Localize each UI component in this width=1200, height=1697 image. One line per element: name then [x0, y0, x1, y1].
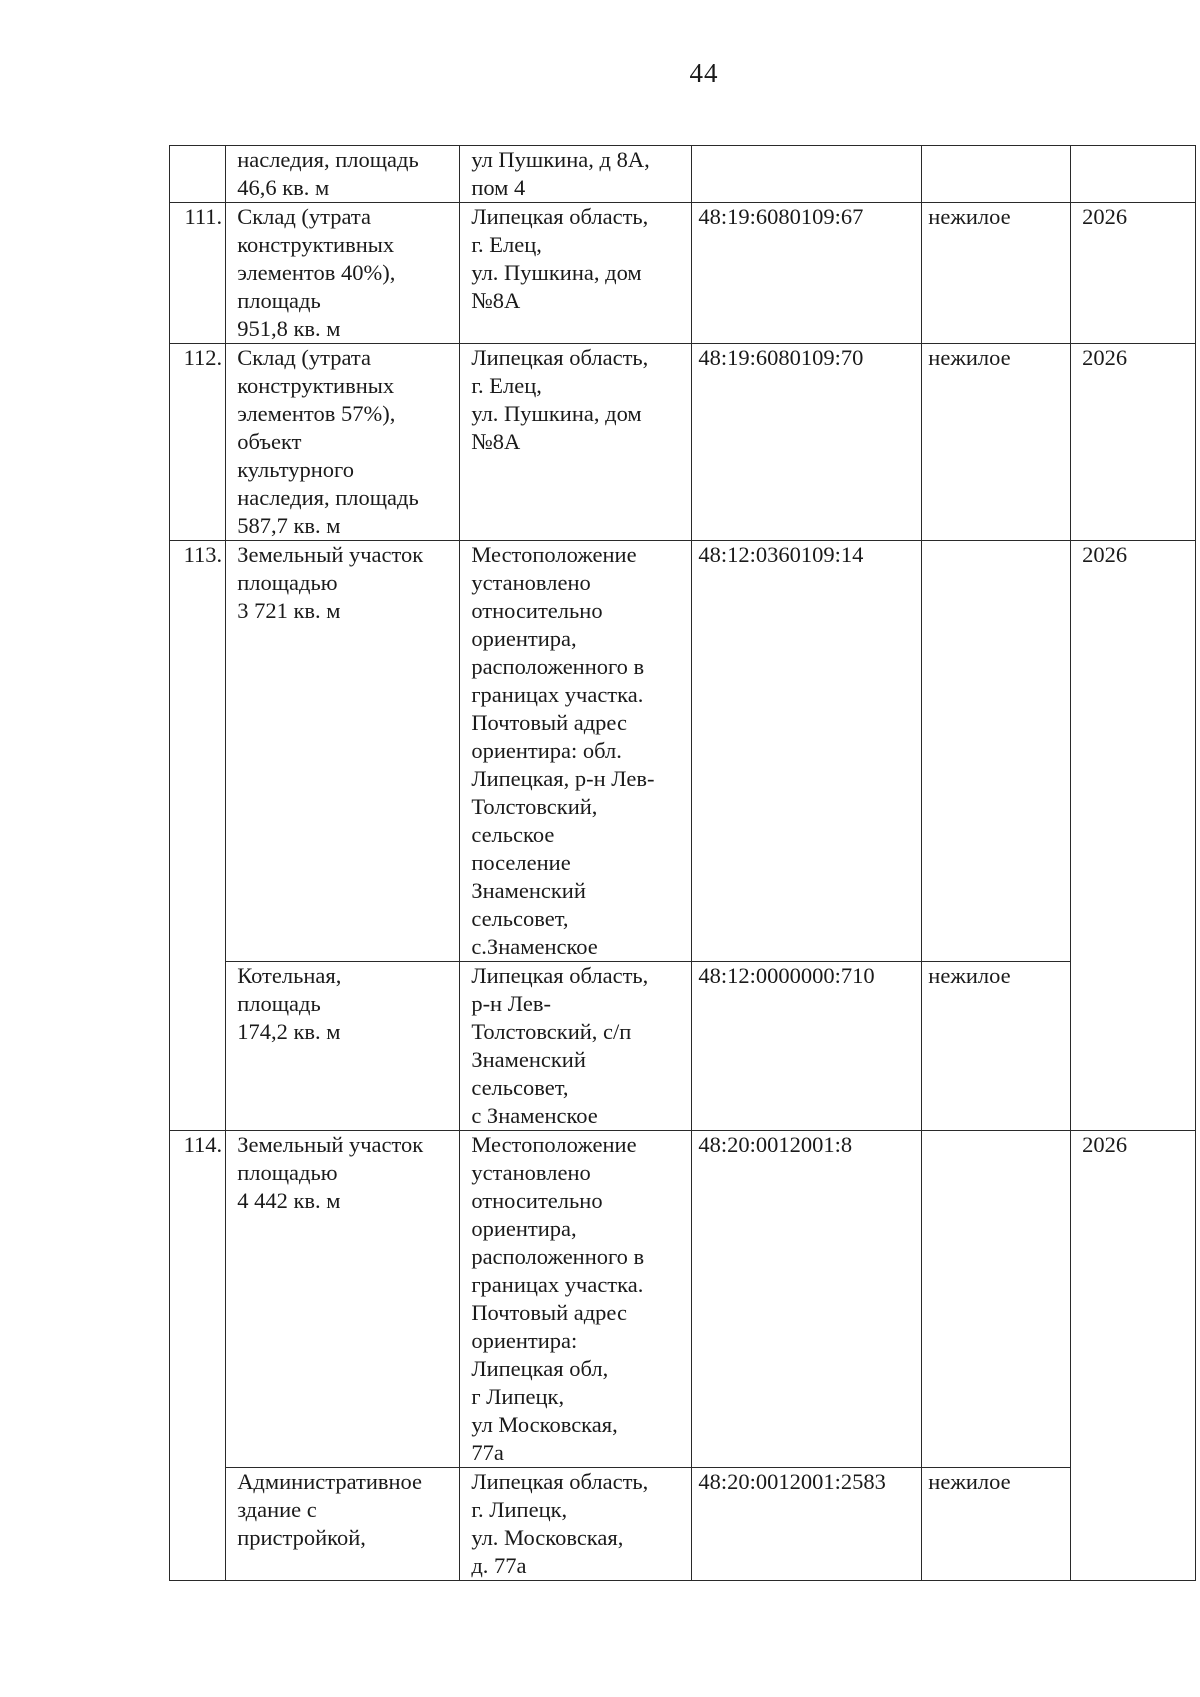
cadastral-number: 48:12:0000000:710: [692, 962, 922, 1131]
object-type: [922, 146, 1071, 203]
cadastral-number: [692, 146, 922, 203]
object-address: Липецкая область, г. Липецк, ул. Московская, д. 77а: [460, 1468, 692, 1581]
row-number: 114.: [170, 1131, 226, 1581]
row-number: 111.: [170, 203, 226, 344]
object-name: Земельный участок площадью 4 442 кв. м: [226, 1131, 460, 1468]
object-name: Административное здание с пристройкой,: [226, 1468, 460, 1581]
table-row: [170, 1131, 1196, 1468]
object-name: Земельный участок площадью 3 721 кв. м: [226, 541, 460, 962]
cadastral-number: 48:20:0012001:8: [692, 1131, 922, 1468]
cadastral-number: 48:19:6080109:67: [692, 203, 922, 344]
table-row: [170, 344, 1196, 541]
object-address: Липецкая область, р-н Лев- Толстовский, с/п Знаменский сельсовет, с Знаменское: [460, 962, 692, 1131]
privatization-year: 2026: [1071, 541, 1196, 1131]
table-row: [170, 541, 1196, 962]
object-name: Склад (утрата конструктивных элементов 57%), объект культурного наследия, площадь 587,7 кв. м: [226, 344, 460, 541]
object-address: ул Пушкина, д 8А, пом 4: [460, 146, 692, 203]
row-number: [170, 146, 226, 203]
object-type: нежилое: [922, 962, 1071, 1131]
object-name: Склад (утрата конструктивных элементов 40%), площадь 951,8 кв. м: [226, 203, 460, 344]
table-row: [170, 146, 1196, 203]
object-type: [922, 1131, 1071, 1468]
privatization-year: 2026: [1071, 1131, 1196, 1581]
cadastral-number: 48:12:0360109:14: [692, 541, 922, 962]
row-number: 113.: [170, 541, 226, 1131]
privatization-year: 2026: [1071, 203, 1196, 344]
object-type: нежилое: [922, 203, 1071, 344]
object-name: наследия, площадь 46,6 кв. м: [226, 146, 460, 203]
table-row: [170, 1468, 1196, 1581]
privatization-year: 2026: [1071, 344, 1196, 541]
object-type: нежилое: [922, 1468, 1071, 1581]
table-row: [170, 962, 1196, 1131]
object-address: Липецкая область, г. Елец, ул. Пушкина, дом №8А: [460, 344, 692, 541]
object-type: [922, 541, 1071, 962]
privatization-year: [1071, 146, 1196, 203]
object-address: Местоположение установлено относительно ориентира, расположенного в границах участка. Почтовый адрес ориентира: обл. Липецкая, р-н Лев- Толстовский, сельское поселение Знаменский сельсовет, с.Знаменское: [460, 541, 692, 962]
table-row: [170, 203, 1196, 344]
row-number: 112.: [170, 344, 226, 541]
cadastral-number: 48:20:0012001:2583: [692, 1468, 922, 1581]
object-address: Липецкая область, г. Елец, ул. Пушкина, дом №8А: [460, 203, 692, 344]
object-type: нежилое: [922, 344, 1071, 541]
property-registry-table: [169, 145, 1196, 1581]
object-address: Местоположение установлено относительно ориентира, расположенного в границах участка. Почтовый адрес ориентира: Липецкая обл, г Липецк, ул Московская, 77а: [460, 1131, 692, 1468]
page-number: 44: [689, 58, 719, 88]
object-name: Котельная, площадь 174,2 кв. м: [226, 962, 460, 1131]
cadastral-number: 48:19:6080109:70: [692, 344, 922, 541]
